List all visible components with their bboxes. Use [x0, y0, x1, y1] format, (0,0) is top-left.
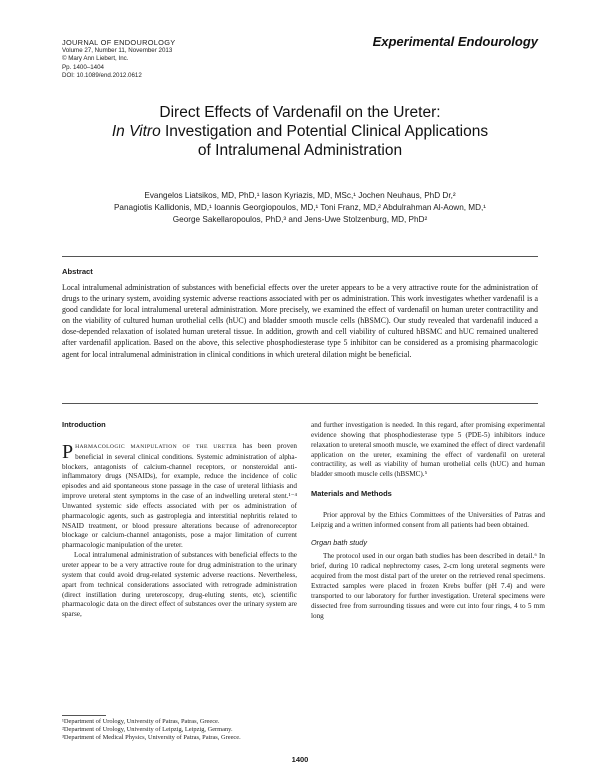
authors-line-1: Evangelos Liatsikos, MD, PhD,¹ Iason Kyriazis, MD, MSc,¹ Jochen Neuhaus, PhD Dr,² [144, 191, 456, 200]
title-line-3: of Intralumenal Administration [197, 142, 403, 159]
footnote-3: ³Department of Medical Physics, University of Patras, Patras, Greece. [62, 734, 241, 742]
journal-name: JOURNAL OF ENDOUROLOGY [62, 38, 176, 47]
footnote-2: ²Department of Urology, University of Leipzig, Leipzig, Germany. [62, 726, 233, 734]
intro-paragraph-3: and further investigation is needed. In this regard, after promising experimental evidence showing that phosphodiesterase type 5 (PDE-5) inhibitors induce relaxation to ureteral smooth muscle, we examined the effect of direct vardenafil application on the ureter, examining the effect of vardenafil on ureteral contractility, as well as viability of human urothelial cells (hUC) and human bladder smooth muscle cells (hBSMC).⁵ [311, 421, 545, 479]
section-tag: Experimental Endourology [372, 34, 538, 49]
abstract-bottom-rule [62, 403, 538, 404]
journal-pages: Pp. 1400–1404 [62, 63, 104, 71]
journal-doi: DOI: 10.1089/end.2012.0612 [62, 72, 142, 80]
article-title [62, 103, 538, 160]
methods-paragraph-1: Prior approval by the Ethics Committees of the Universities of Patras and Leipzig and a written informed consent from all patients had been obtained. [311, 510, 545, 529]
title-line-1: Direct Effects of Vardenafil on the Ureter: [159, 104, 441, 121]
drop-cap: P [62, 440, 74, 463]
title-line-2 [62, 122, 538, 141]
right-column [311, 421, 545, 621]
journal-copyright: © Mary Ann Liebert, Inc. [62, 55, 129, 63]
intro-smallcaps: HARMACOLOGIC MANIPULATION OF THE URETER [75, 443, 238, 450]
intro-paragraph-2: Local intralumenal administration of substances with beneficial effects to the ureter appear to be a very attractive route for drug administration to the urinary system that could avoid drug-related systemic adverse reactions. Nevertheless, apart from technical considerations associated with retrograde administration (direct instillation during ureteroscopy, drug-eluting stents, etc), scientific pharmacologic data on the direct effect of substances over the urinary system are sparse, [62, 551, 297, 619]
author-list [62, 190, 538, 226]
abstract-heading: Abstract [62, 267, 93, 276]
title-italic: In Vitro [111, 123, 161, 140]
left-column [62, 420, 297, 620]
journal-header [62, 38, 176, 81]
title-line-2-rest: Investigation and Potential Clinical Applications [160, 123, 489, 140]
introduction-heading: Introduction [62, 420, 106, 429]
organ-bath-subheading: Organ bath study [311, 537, 367, 547]
affiliation-footnotes [62, 718, 241, 743]
abstract-top-rule [62, 256, 538, 257]
authors-line-3: George Sakellaropoulos, PhD,³ and Jens-Uwe Stolzenburg, MD, PhD² [172, 215, 428, 224]
methods-heading: Materials and Methods [311, 489, 392, 499]
journal-volume: Volume 27, Number 11, November 2013 [62, 47, 173, 54]
authors-line-2: Panagiotis Kallidonis, MD,¹ Ioannis Georgiopoulos, MD,¹ Toni Franz, MD,² Abdulrahman Al-Aown, MD,¹ [113, 203, 487, 212]
intro-paragraph-1 [62, 442, 297, 551]
abstract-text: Local intralumenal administration of substances with beneficial effects over the ureter appears to be a very attractive route for the administration of drugs to the urinary system, avoiding systemic adverse reactions associated with per os administration. This work investigates whether vardenafil is a good candidate for local intralumenal ureteral administration. More precisely, we examined the effect of vardenafil on human ureter contractility and on the viability of cultured human urothelial cells (hUC) and bladder smooth muscle cells (hBSMC). Our study revealed that vardenafil induced a dose-depended relaxation of isolated human ureteral tissue. In addition, growth and cell viability of cultured hBSMC and hUC remained unaltered after vardenafil application. Based on the above, this selective phosphodiesterase type 5 inhibitor can be considered as a promising pharmacologic agent for local intralumenal administration in clinical conditions in which ureteral dilation might be beneficial. [62, 283, 538, 359]
methods-paragraph-2: The protocol used in our organ bath studies has been described in detail.⁶ In brief, during 10 radical nephrectomy cases, 2-cm long ureteral segments were acquired from the most distal part of the ureter on the retrieved renal specimens. Extracted samples were placed in frozen Krebs buffer (pH 7.4) and were transported to our laboratory for further investigation. Ureteral specimens were dissected free from surrounding tissues and were cut into four rings, 4 to 5 mm long [311, 552, 545, 620]
intro-paragraph-1-text: has been proven beneficial in several clinical conditions. Systemic administration of alpha-blockers, antagonists of calcium-channel receptors, or nonsteroidal anti-inflammatory drugs (NSAIDs), for example, reduce the incidence of colic episodes and aid spontaneous stone passage in the case of ureteral lithiasis and improve ureteral stent symptoms in the case of an indwelling ureteral stent.¹⁻⁴ Unwanted systemic side effects associated with per os administration of pharmacologic agents, such as gastroplegia and interstitial nephritis related to NSAID treatment, or blood pressure alterations because of adrenoreceptor blockage or calcium-channel antagonists, pose a major limitation of current pharmacologic manipulation of the ureter. [62, 441, 297, 550]
page-number: 1400 [291, 755, 309, 764]
footnote-rule [62, 715, 106, 716]
footnote-1: ¹Department of Urology, University of Patras, Patras, Greece. [62, 718, 220, 725]
